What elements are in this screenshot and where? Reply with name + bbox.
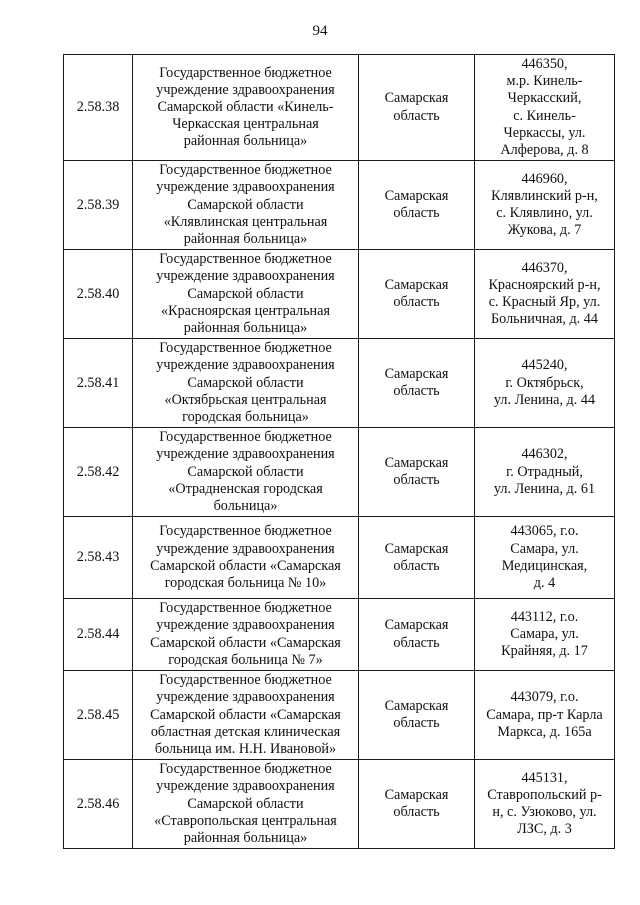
institution-name: Государственное бюджетное учреждение здравоохранения Самарской области «Самарская областная детская клиническая больница им. Н.Н. Ивановой» <box>133 671 359 760</box>
address: 446350, м.р. Кинель- Черкасский, с. Кинель- Черкассы, ул. Алферова, д. 8 <box>475 55 615 161</box>
address: 446370, Красноярский р-н, с. Красный Яр, ул. Больничная, д. 44 <box>475 250 615 339</box>
table-row <box>64 599 615 671</box>
address: 446302, г. Отрадный, ул. Ленина, д. 61 <box>475 428 615 517</box>
region: Самарская область <box>359 339 475 428</box>
region: Самарская область <box>359 250 475 339</box>
row-number: 2.58.40 <box>64 250 133 339</box>
institutions-table <box>63 54 615 849</box>
institution-name: Государственное бюджетное учреждение здравоохранения Самарской области «Октябрьская центральная городская больница» <box>133 339 359 428</box>
institution-name: Государственное бюджетное учреждение здравоохранения Самарской области «Кинель- Черкасская центральная районная больница» <box>133 55 359 161</box>
row-number: 2.58.38 <box>64 55 133 161</box>
table-row <box>64 250 615 339</box>
institution-name: Государственное бюджетное учреждение здравоохранения Самарской области «Красноярская центральная районная больница» <box>133 250 359 339</box>
region: Самарская область <box>359 517 475 599</box>
address: 443065, г.о. Самара, ул. Медицинская, д. 4 <box>475 517 615 599</box>
institution-name: Государственное бюджетное учреждение здравоохранения Самарской области «Самарская городская больница № 10» <box>133 517 359 599</box>
institution-name: Государственное бюджетное учреждение здравоохранения Самарской области «Клявлинская центральная районная больница» <box>133 161 359 250</box>
region: Самарская область <box>359 161 475 250</box>
table-row <box>64 339 615 428</box>
table-row <box>64 671 615 760</box>
row-number: 2.58.39 <box>64 161 133 250</box>
row-number: 2.58.43 <box>64 517 133 599</box>
table-row <box>64 55 615 161</box>
row-number: 2.58.45 <box>64 671 133 760</box>
institution-name: Государственное бюджетное учреждение здравоохранения Самарской области «Отрадненская городская больница» <box>133 428 359 517</box>
address: 443079, г.о. Самара, пр-т Карла Маркса, д. 165а <box>475 671 615 760</box>
row-number: 2.58.42 <box>64 428 133 517</box>
table-row <box>64 161 615 250</box>
page-number: 94 <box>312 23 328 39</box>
address: 446960, Клявлинский р-н, с. Клявлино, ул. Жукова, д. 7 <box>475 161 615 250</box>
address: 445240, г. Октябрьск, ул. Ленина, д. 44 <box>475 339 615 428</box>
region: Самарская область <box>359 760 475 849</box>
institution-name: Государственное бюджетное учреждение здравоохранения Самарской области «Ставропольская центральная районная больница» <box>133 760 359 849</box>
address: 445131, Ставропольский р- н, с. Узюково, ул. ЛЗС, д. 3 <box>475 760 615 849</box>
table-row <box>64 760 615 849</box>
table-row <box>64 428 615 517</box>
address: 443112, г.о. Самара, ул. Крайняя, д. 17 <box>475 599 615 671</box>
row-number: 2.58.44 <box>64 599 133 671</box>
table-row <box>64 517 615 599</box>
region: Самарская область <box>359 55 475 161</box>
region: Самарская область <box>359 599 475 671</box>
institution-name: Государственное бюджетное учреждение здравоохранения Самарской области «Самарская городская больница № 7» <box>133 599 359 671</box>
row-number: 2.58.41 <box>64 339 133 428</box>
region: Самарская область <box>359 428 475 517</box>
region: Самарская область <box>359 671 475 760</box>
row-number: 2.58.46 <box>64 760 133 849</box>
